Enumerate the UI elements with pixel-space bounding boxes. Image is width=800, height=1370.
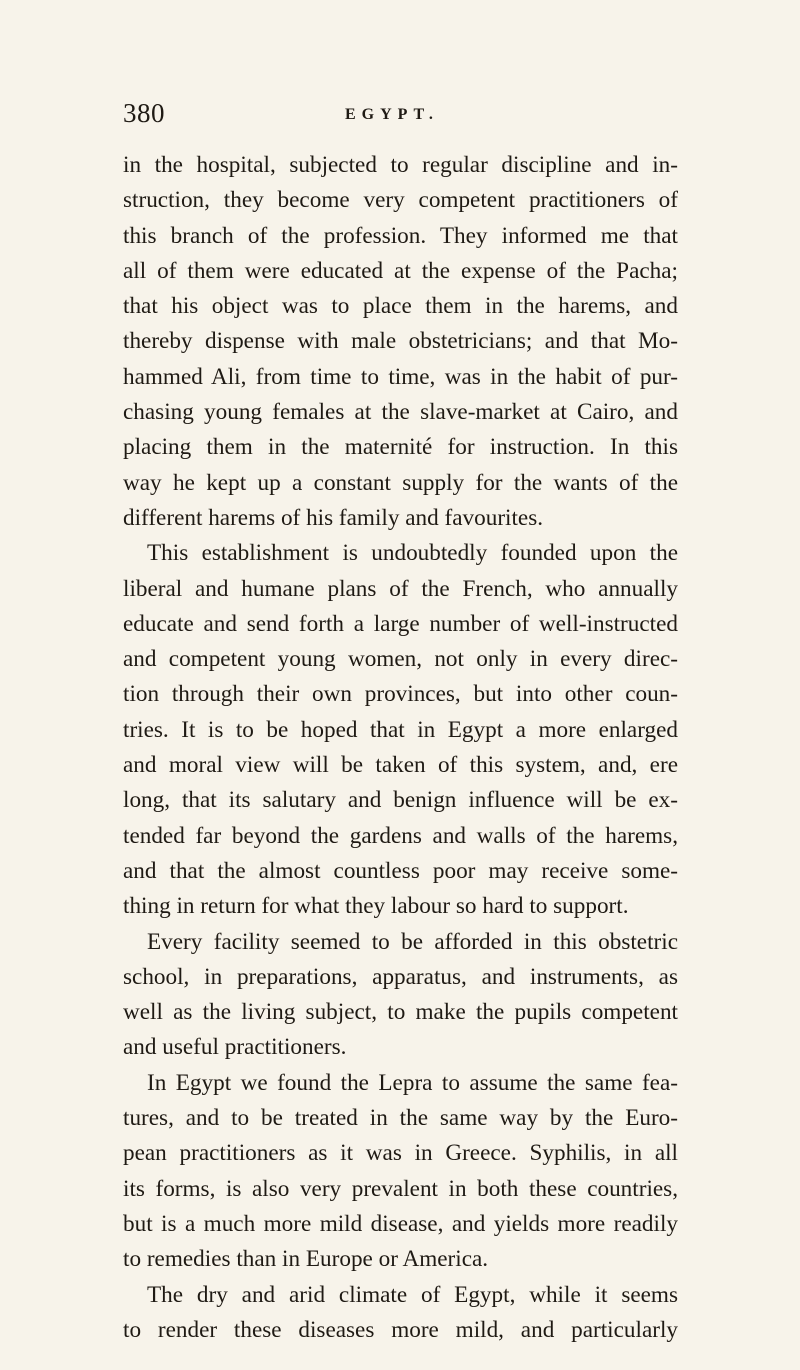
text-line: but is a much more mild disease, and yields more readily bbox=[123, 1210, 678, 1237]
text-line: all of them were educated at the expense of the Pacha; bbox=[123, 257, 678, 284]
body-text bbox=[123, 148, 678, 1348]
text-line: its forms, is also very prevalent in both these countries, bbox=[123, 1175, 678, 1202]
text-line: chasing young females at the slave-market at Cairo, and bbox=[123, 399, 678, 426]
text-line: well as the living subject, to make the pupils competent bbox=[123, 999, 678, 1026]
text-line: and moral view will be taken of this system, and, ere bbox=[123, 752, 678, 779]
text-line: Every facility seemed to be afforded in this obstetric bbox=[147, 928, 678, 955]
text-line: to remedies than in Europe or America. bbox=[123, 1246, 489, 1273]
text-line: tended far beyond the gardens and walls of the harems, bbox=[123, 822, 678, 849]
text-line: thing in return for what they labour so hard to support. bbox=[123, 893, 629, 920]
text-line: long, that its salutary and benign influence will be ex- bbox=[123, 787, 678, 814]
text-line: placing them in the maternité for instruction. In this bbox=[123, 434, 678, 461]
text-line: pean practitioners as it was in Greece. Syphilis, in all bbox=[123, 1140, 678, 1167]
text-line: This establishment is undoubtedly founded upon the bbox=[147, 540, 678, 567]
text-line: hammed Ali, from time to time, was in the habit of pur- bbox=[123, 363, 678, 390]
text-line: educate and send forth a large number of well-instructed bbox=[123, 610, 678, 637]
text-line: and useful practitioners. bbox=[123, 1034, 347, 1061]
text-line: in the hospital, subjected to regular discipline and in- bbox=[123, 152, 678, 178]
text-line: thereby dispense with male obstetricians; and that Mo- bbox=[123, 328, 678, 355]
text-line: struction, they become very competent practitioners of bbox=[123, 187, 678, 214]
text-line: that his object was to place them in the harems, and bbox=[123, 293, 678, 320]
text-line: The dry and arid climate of Egypt, while it seems bbox=[147, 1281, 678, 1308]
text-line: to render these diseases more mild, and particularly bbox=[123, 1316, 678, 1343]
text-line: and that the almost countless poor may receive some- bbox=[123, 857, 678, 884]
text-line: way he kept up a constant supply for the wants of the bbox=[123, 469, 678, 496]
running-head: EGYPT. bbox=[345, 106, 439, 123]
page-header bbox=[123, 93, 683, 133]
text-line: school, in preparations, apparatus, and instruments, as bbox=[123, 963, 678, 990]
text-line: tion through their own provinces, but into other coun- bbox=[123, 681, 678, 708]
text-line: different harems of his family and favourites. bbox=[123, 504, 544, 531]
text-line: liberal and humane plans of the French, who annually bbox=[123, 575, 678, 602]
text-line: tures, and to be treated in the same way by the Euro- bbox=[123, 1105, 678, 1132]
text-line: this branch of the profession. They informed me that bbox=[123, 222, 678, 249]
page-number: 380 bbox=[123, 98, 165, 128]
text-line: In Egypt we found the Lepra to assume the same fea- bbox=[147, 1069, 678, 1096]
text-line: and competent young women, not only in every direc- bbox=[123, 646, 678, 673]
text-line: tries. It is to be hoped that in Egypt a more enlarged bbox=[123, 716, 678, 743]
